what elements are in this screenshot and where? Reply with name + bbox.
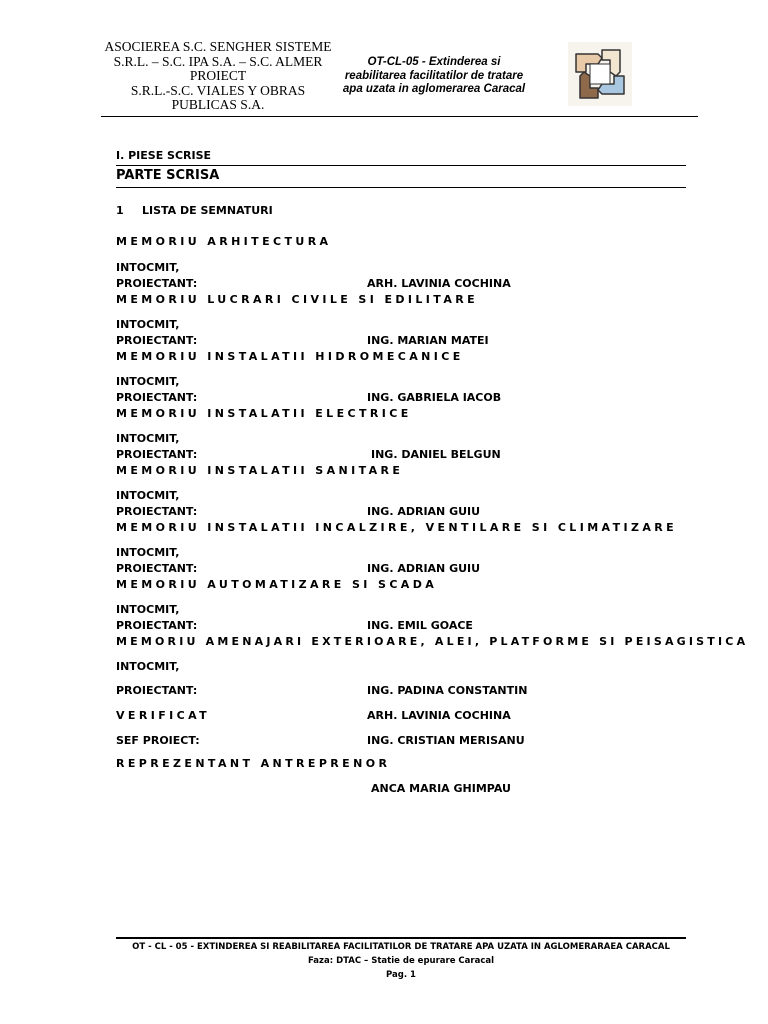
- project-line: OT-CL-05 - Extinderea si: [367, 56, 501, 68]
- memoriu-heading: MEMORIU LUCRARI CIVILE SI EDILITARE: [116, 293, 479, 306]
- memoriu-heading: MEMORIU INSTALATII ELECTRICE: [116, 407, 412, 420]
- section-divider-top: [116, 165, 686, 166]
- list-title: LISTA DE SEMNATURI: [142, 204, 273, 217]
- memoriu-heading: MEMORIU INSTALATII HIDROMECANICE: [116, 350, 464, 363]
- memoriu-heading: MEMORIU INSTALATII SANITARE: [116, 464, 404, 477]
- proiectant-label: PROIECTANT:: [116, 277, 198, 290]
- memoriu-heading: MEMORIU ARHITECTURA: [116, 235, 332, 248]
- footer-project-line: OT - CL - 05 - EXTINDEREA SI REABILITAREA FACILITATILOR DE TRATARE APA UZATA IN AGLOMERARAEA CARACAL: [132, 942, 670, 952]
- sef-proiect-label: SEF PROIECT:: [116, 734, 200, 747]
- company-header: [104, 40, 332, 113]
- intocmit-label: INTOCMIT,: [116, 603, 180, 616]
- proiectant-label: PROIECTANT:: [116, 619, 198, 632]
- project-line: apa uzata in aglomerarea Caracal: [342, 83, 526, 95]
- footer-divider: [116, 937, 686, 939]
- reprezentant-name: ANCA MARIA GHIMPAU: [371, 782, 511, 795]
- intocmit-label: INTOCMIT,: [116, 375, 180, 388]
- signatory-name: ING. ADRIAN GUIU: [367, 562, 481, 575]
- signatory-name: ING. ADRIAN GUIU: [367, 505, 481, 518]
- section-label: I. PIESE SCRISE: [116, 149, 212, 162]
- sef-proiect-name: ING. CRISTIAN MERISANU: [367, 734, 525, 747]
- signatory-name: ING. MARIAN MATEI: [367, 334, 489, 347]
- verificat-name: ARH. LAVINIA COCHINA: [367, 709, 511, 722]
- section-title: PARTE SCRISA: [116, 168, 220, 183]
- intocmit-label: INTOCMIT,: [116, 261, 180, 274]
- company-line: ASOCIEREA S.C. SENGHER SISTEME: [104, 39, 332, 54]
- company-line: PUBLICAS S.A.: [171, 97, 265, 112]
- verificat-label: VERIFICAT: [116, 709, 211, 722]
- list-number: 1: [116, 204, 124, 217]
- intocmit-label: INTOCMIT,: [116, 660, 180, 673]
- project-line: reabilitarea facilitatilor de tratare: [344, 69, 524, 82]
- footer-page-number: Pag. 1: [386, 970, 416, 980]
- intocmit-label: INTOCMIT,: [116, 546, 180, 559]
- signatory-name: ARH. LAVINIA COCHINA: [367, 277, 511, 290]
- signatory-name: ING. PADINA CONSTANTIN: [367, 684, 528, 697]
- header-divider: [101, 116, 698, 117]
- section-divider-bottom: [116, 187, 686, 188]
- proiectant-label: PROIECTANT:: [116, 448, 198, 461]
- intocmit-label: INTOCMIT,: [116, 318, 180, 331]
- signatory-name: ING. EMIL GOACE: [367, 619, 473, 632]
- signatory-name: ING. DANIEL BELGUN: [371, 448, 501, 461]
- footer-phase-line: Faza: DTAC – Statie de epurare Caracal: [307, 956, 495, 966]
- intocmit-label: INTOCMIT,: [116, 489, 180, 502]
- proiectant-label: PROIECTANT:: [116, 505, 198, 518]
- memoriu-heading: MEMORIU AUTOMATIZARE SI SCADA: [116, 578, 438, 591]
- signatory-name: ING. GABRIELA IACOB: [367, 391, 502, 404]
- proiectant-label: PROIECTANT:: [116, 562, 198, 575]
- memoriu-heading: MEMORIU INSTALATII INCALZIRE, VENTILARE SI CLIMATIZARE: [116, 521, 678, 534]
- intocmit-label: INTOCMIT,: [116, 432, 180, 445]
- company-line: S.R.L. – S.C. IPA S.A. – S.C. ALMER: [113, 53, 323, 69]
- memoriu-heading: MEMORIU AMENAJARI EXTERIOARE, ALEI, PLATFORME SI PEISAGISTICA: [116, 635, 749, 648]
- proiectant-label: PROIECTANT:: [116, 391, 198, 404]
- proiectant-label: PROIECTANT:: [116, 334, 198, 347]
- company-line: S.R.L.-S.C. VIALES Y OBRAS: [130, 82, 306, 98]
- proiectant-label: PROIECTANT:: [116, 684, 198, 697]
- company-line: PROIECT: [189, 68, 247, 83]
- four-hands-logo-icon: [568, 42, 632, 106]
- project-title: [334, 56, 534, 97]
- reprezentant-label: REPREZENTANT ANTREPRENOR: [116, 757, 391, 770]
